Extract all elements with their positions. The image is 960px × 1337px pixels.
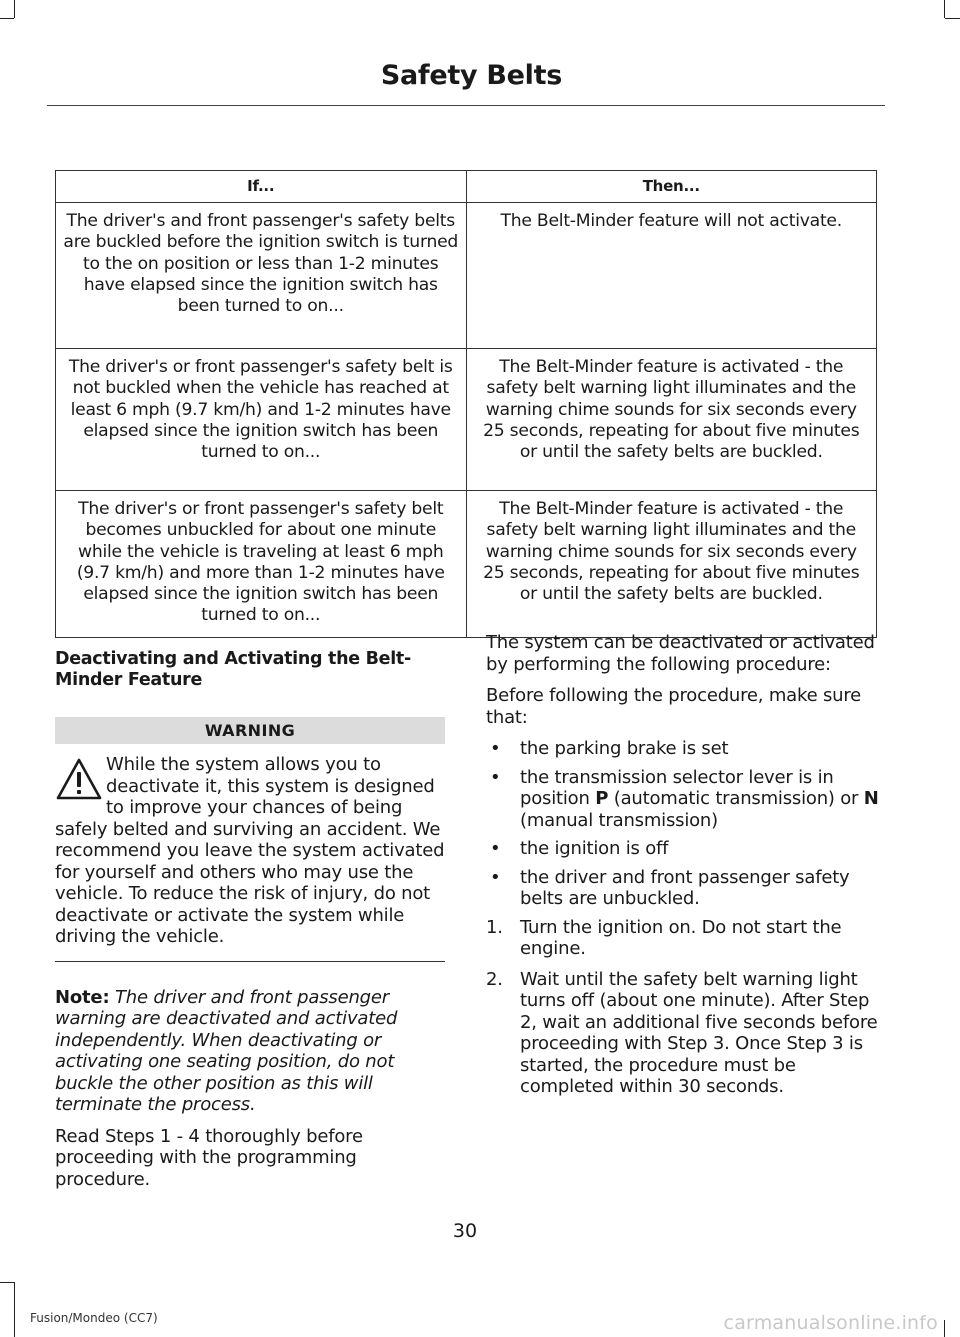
list-item: • the driver and front passenger safety belts are unbuckled. bbox=[490, 866, 850, 909]
warning-divider bbox=[55, 961, 445, 962]
step-item bbox=[486, 917, 881, 960]
warning-banner: WARNING bbox=[55, 717, 445, 744]
if-then-table bbox=[55, 170, 877, 638]
warning-text: While the system allows you to deactivate it, this system is designed to improve your chances of being safely belted and surviving an accident. We recommend you leave the system activated for yourself and others who may use the vehicle. To reduce the risk of injury, do not deactivate or activate the system while driving the vehicle. bbox=[55, 754, 445, 947]
table-cell-then: The Belt-Minder feature is activated - the safety belt warning light illuminates and the warning chime sounds for six seconds every 25 seconds, repeating for about five minutes or until the safety belts are buckled. bbox=[466, 349, 877, 491]
crop-mark bbox=[945, 18, 960, 19]
table-cell-if: The driver's or front passenger's safety belt becomes unbuckled for about one minute while the vehicle is traveling at least 6 mph (9.7 km/h) and more than 1-2 minutes have elapsed since the ignition switch has been turned to on... bbox=[56, 491, 467, 638]
procedure-steps bbox=[486, 917, 881, 1098]
step-text: Wait until the safety belt warning light turns off (about one minute). After Step 2, wait an additional five seconds before proceeding with Step 3. Once Step 3 is started, the procedure must be completed within 30 seconds. bbox=[520, 968, 878, 1097]
warning-block bbox=[55, 754, 450, 948]
table-header-row bbox=[56, 171, 877, 203]
crop-mark bbox=[14, 1282, 15, 1337]
table-cell-if: The driver's and front passenger's safety belts are buckled before the ignition switch is turned to the on position or less than 1-2 minutes have elapsed since the ignition switch has been turned to on... bbox=[56, 203, 467, 349]
column-header-if: If... bbox=[56, 171, 467, 203]
note-paragraph bbox=[55, 987, 450, 1116]
gear-n-label: N bbox=[863, 788, 879, 809]
table-cell-then: The Belt-Minder feature will not activate. bbox=[466, 203, 877, 349]
page-number: 30 bbox=[452, 1220, 478, 1242]
right-column bbox=[486, 632, 881, 1107]
bullet-icon: • bbox=[490, 866, 501, 888]
table-row bbox=[56, 491, 877, 638]
note-label: Note: bbox=[55, 986, 110, 1008]
bullet-icon: • bbox=[490, 838, 501, 859]
intro-paragraph: The system can be deactivated or activated by performing the following procedure: bbox=[486, 632, 875, 675]
footer-model: Fusion/Mondeo (CC7) bbox=[30, 1311, 158, 1325]
list-item: • the parking brake is set bbox=[490, 738, 729, 759]
step-text: Turn the ignition on. Do not start the engine. bbox=[520, 916, 842, 959]
table-row bbox=[56, 349, 877, 491]
crop-mark bbox=[0, 18, 14, 19]
gear-p-label: P bbox=[595, 788, 609, 809]
prerequisite-list bbox=[486, 738, 881, 910]
table-row bbox=[56, 203, 877, 349]
prerequisite-paragraph: Before following the procedure, make sure that: bbox=[486, 685, 862, 728]
column-header-then: Then... bbox=[466, 171, 877, 203]
crop-mark bbox=[944, 0, 945, 18]
list-item: • the ignition is off bbox=[490, 838, 669, 859]
read-steps-paragraph: Read Steps 1 - 4 thoroughly before proceeding with the programming procedure. bbox=[55, 1125, 363, 1190]
list-item: • the transmission selector lever is in position P (automatic transmission) or N (manual transmission) bbox=[490, 766, 879, 831]
step-number: 1. bbox=[486, 916, 503, 938]
crop-mark bbox=[944, 1320, 945, 1337]
step-number: 2. bbox=[486, 968, 503, 990]
note-text: The driver and front passenger warning are deactivated and activated independently. When deactivating or activating one seating position, do not buckle the other position as this will terminate the process. bbox=[55, 986, 398, 1115]
bullet-icon: • bbox=[490, 738, 501, 759]
warning-triangle-icon bbox=[55, 757, 103, 801]
header-divider bbox=[47, 105, 885, 106]
bullet-icon: • bbox=[490, 766, 501, 788]
page-title: Safety Belts bbox=[380, 60, 562, 91]
table-cell-then: The Belt-Minder feature is activated - the safety belt warning light illuminates and the warning chime sounds for six seconds every 25 seconds, repeating for about five minutes or until the safety belts are buckled. bbox=[466, 491, 877, 638]
watermark[interactable]: carmanualsonline.info bbox=[723, 1312, 938, 1334]
crop-mark bbox=[14, 0, 15, 18]
step-item bbox=[486, 969, 881, 1098]
section-subheading: Deactivating and Activating the Belt-Minder Feature bbox=[55, 649, 411, 690]
left-column bbox=[55, 630, 450, 1200]
table-cell-if: The driver's or front passenger's safety belt is not buckled when the vehicle has reached at least 6 mph (9.7 km/h) and 1-2 minutes have elapsed since the ignition switch has been turned to on... bbox=[56, 349, 467, 491]
crop-mark bbox=[0, 1282, 14, 1283]
